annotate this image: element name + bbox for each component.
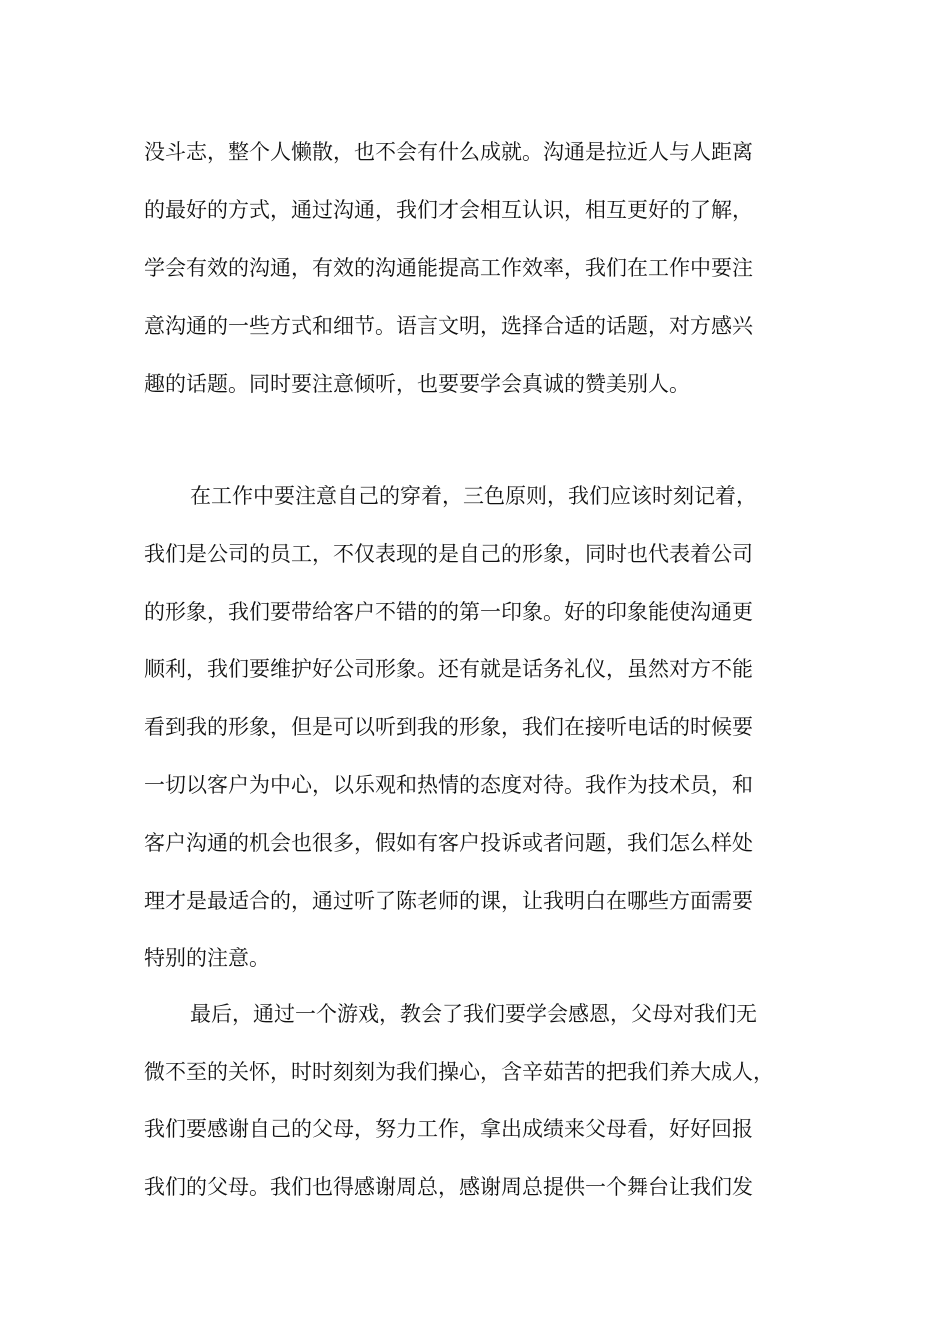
text-line: 的形象，我们要带给客户不错的的第一印象。好的印象能使沟通更: [144, 600, 753, 624]
text-line: 我们的父母。我们也得感谢周总，感谢周总提供一个舞台让我们发: [144, 1175, 753, 1199]
text-line: 最后，通过一个游戏，教会了我们要学会感恩，父母对我们无: [190, 1002, 757, 1026]
text-line: 客户沟通的机会也很多，假如有客户投诉或者问题，我们怎么样处: [144, 831, 753, 855]
text-line: 意沟通的一些方式和细节。语言文明，选择合适的话题，对方感兴: [144, 314, 753, 338]
text-line: 没斗志，整个人懒散，也不会有什么成就。沟通是拉近人与人距离: [144, 140, 753, 164]
text-line: 趣的话题。同时要注意倾听，也要要学会真诚的赞美别人。: [144, 372, 690, 396]
text-line: 微不至的关怀，时时刻刻为我们操心，含辛茹苦的把我们养大成人，: [144, 1060, 774, 1084]
text-line: 一切以客户为中心，以乐观和热情的态度对待。我作为技术员，和: [144, 773, 753, 797]
text-line: 在工作中要注意自己的穿着，三色原则，我们应该时刻记着，: [190, 484, 757, 508]
text-line: 看到我的形象，但是可以听到我的形象，我们在接听电话的时候要: [144, 715, 753, 739]
text-line: 顺利，我们要维护好公司形象。还有就是话务礼仪，虽然对方不能: [144, 657, 753, 681]
text-line: 的最好的方式，通过沟通，我们才会相互认识，相互更好的了解，: [144, 198, 753, 222]
text-line: 特别的注意。: [144, 946, 270, 970]
text-line: 我们要感谢自己的父母，努力工作，拿出成绩来父母看，好好回报: [144, 1117, 753, 1141]
text-line: 我们是公司的员工，不仅表现的是自己的形象，同时也代表着公司: [144, 542, 753, 566]
text-line: 理才是最适合的，通过听了陈老师的课，让我明白在哪些方面需要: [144, 889, 753, 913]
text-line: 学会有效的沟通，有效的沟通能提高工作效率，我们在工作中要注: [144, 256, 753, 280]
